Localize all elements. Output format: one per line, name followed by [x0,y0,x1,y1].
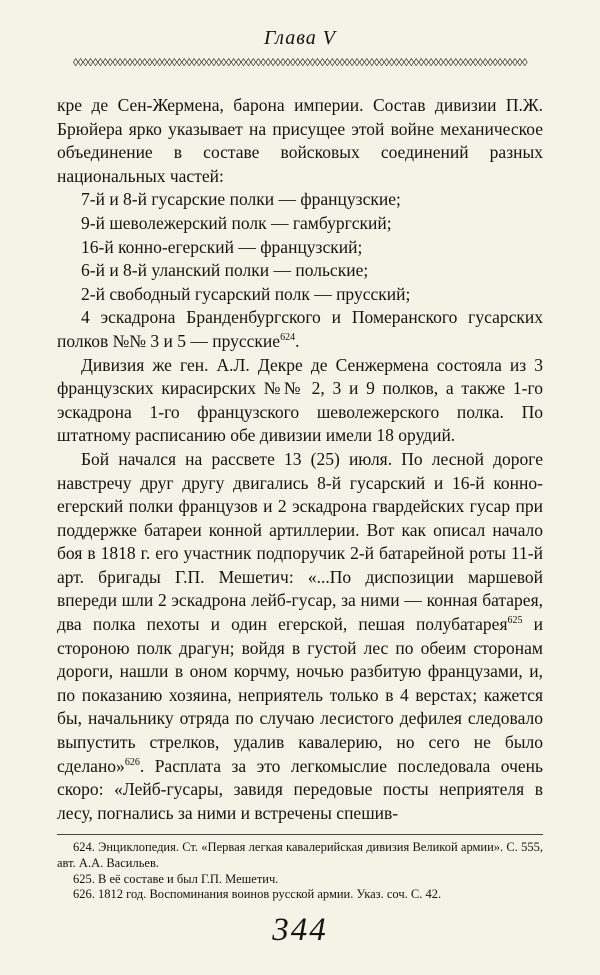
footnotes [57,840,543,902]
footnote: 626. 1812 год. Воспоминания воинов русской армии. Указ. соч. С. 42. [73,887,442,902]
footnote: 625. В её составе и был Г.П. Мешетич. [73,871,279,886]
page-number: 344 [272,912,328,948]
paragraph: 9-й шеволежерский полк — гамбургский; [81,212,392,233]
paragraph: 7-й и 8-й гусарские полки — французские; [81,189,401,210]
paragraph: Дивизия же ген. А.Л. Декре де Сенжермена состояла из 3 французских кирасирских №№ 2, 3 и 9 полков, а также 1-го эскадрона 1-го французского шеволежерского полка. По штатному расписанию обе дивизии имели 18 орудий. [57,354,543,446]
paragraph: 4 эскадрона Бранденбургского и Померанского гусарских полков №№ 3 и 5 — прусские$^{624}$. [57,307,543,351]
footnote: 624. Энциклопедия. Ст. «Первая легкая кавалерийская дивизия Великой армии». С. 555, авт. А.А. Васильев. [57,840,543,870]
ornament-divider: ◊◊◊◊◊◊◊◊◊◊◊◊◊◊◊◊◊◊◊◊◊◊◊◊◊◊◊◊◊◊◊◊◊◊◊◊◊◊◊◊◊◊◊◊◊◊◊◊◊◊◊◊◊◊◊◊◊◊◊◊◊◊◊◊◊◊◊◊◊◊◊◊◊◊◊◊◊◊◊◊◊◊◊◊◊◊◊◊◊◊◊◊ [72,57,528,69]
paragraph: 2-й свободный гусарский полк — прусский; [81,283,411,304]
paragraph: 6-й и 8-й уланский полки — польские; [81,260,369,281]
footnote-rule [57,834,543,835]
body-text [57,94,543,825]
paragraph: кре де Сен-Жермена, барона империи. Состав дивизии П.Ж. Брюйера ярко указывает на присущее этой войне механическое объединение в составе войсковых соединений разных национальных частей: [57,95,543,186]
footnote-ref: 626 [124,756,140,768]
footnote-ref: 624 [280,332,296,344]
paragraph: Бой начался на рассвете 13 (25) июля. По лесной дороге навстречу друг другу двигались 8-й гусарский и 16-й конно-егерский полки французов и 2 эскадрона гвардейских гусар при поддержке батареи конной артиллерии. Вот как описал начало боя в 1818 г. его участник подпоручик 2-й батарейной роты 11-й арт. бригады Г.П. Мешетич: «...По диспозиции маршевой впереди шли 2 эскадрона лейб-гусар, за ними — конная батарея, два полка пехоты и один егерской, пешая полубатарея$^{625}$ и стороною полк драгун; войдя в густой лес по обеим сторонам дороги, нашли в оном корчму, ночью разбитую французами, и, по показанию хозяина, неприятель только в 4 верстах; кажется бы, начальнику отряда по случаю лесистого дефилея следовало выпустить стрелков, удалив кавалерию, но сего не было сделано»$^{626}$. Расплата за это легкомыслие последовала очень скоро: «Лейб-гусары, завидя передовые посты неприятеля в лесу, погнались за ними и встречены спешив- [57,448,543,823]
paragraph: 16-й конно-егерский — французский; [81,236,363,257]
footnote-ref: 625 [507,615,523,627]
chapter-heading: Глава V [263,27,337,49]
